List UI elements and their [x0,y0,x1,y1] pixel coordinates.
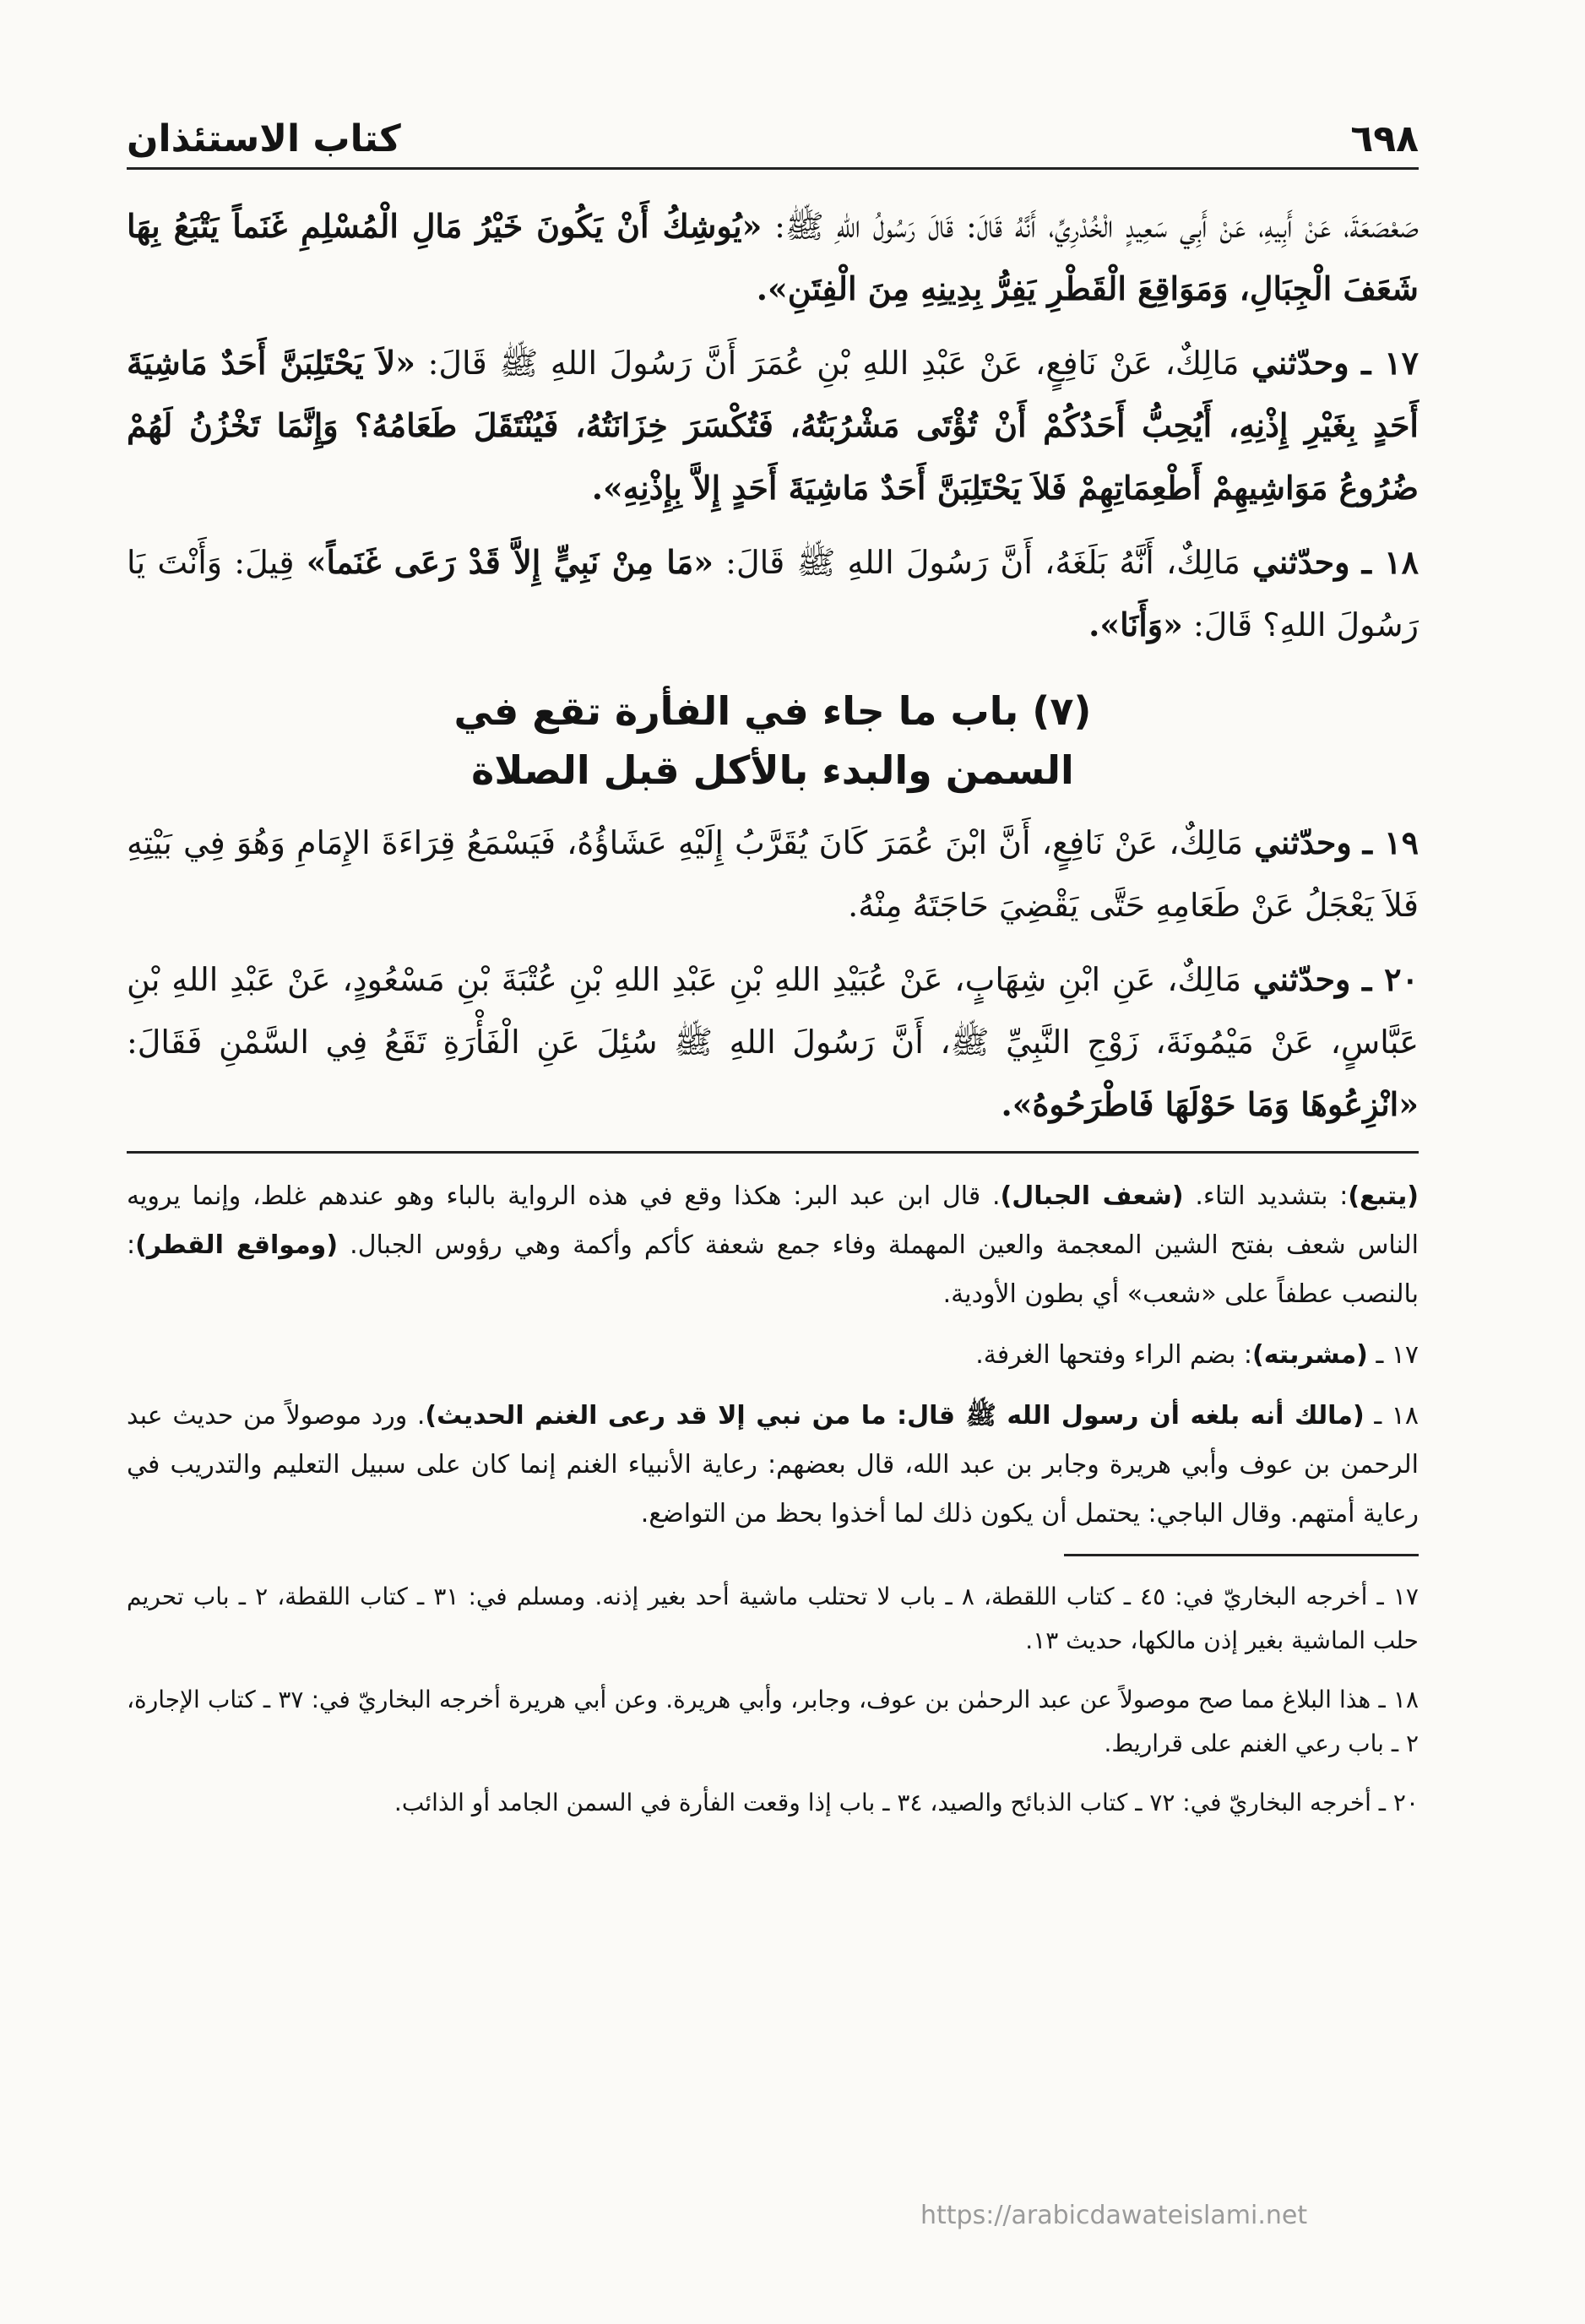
commentary-term: (ومواقع القطر) [135,1230,339,1260]
commentary-divider [127,1151,1419,1154]
commentary-18 [127,1392,1419,1539]
hadith-number: ٢٠ ـ [1362,960,1419,998]
hadith-lead: وحدّثني [1251,344,1349,382]
hadith-quote-2: «وَأَنَا». [1088,605,1183,643]
commentary-17 [127,1331,1419,1380]
chapter-heading-line-1: (٧) باب ما جاء في الفأرة تقع في [453,688,1092,734]
hadith-text: مَالِكٌ، عَنْ نَافِعٍ، عَنْ عَبْدِ اللهِ بْنِ عُمَرَ أَنَّ رَسُولَ اللهِ ﷺ قَالَ: [415,345,1252,382]
commentary-text: : بالنصب عطفاً على «شعب» أي بطون الأودية. [127,1230,1419,1309]
commentary-16 [127,1172,1419,1319]
hadith-number: ١٨ ـ [1361,543,1419,581]
hadith-quote: «يُوشِكُ أَنْ يَكُونَ خَيْرُ مَالِ الْمُسْلِمِ غَنَماً يَتْبَعُ بِهَا شَعَفَ الْجِبَالِ، وَمَوَاقِعَ الْقَطْرِ يَفِرُّ بِدِينِهِ مِنَ الْفِتَنِ». [127,207,1419,307]
hadith-lead: وحدّثني [1252,543,1350,581]
footnote-18: ١٨ ـ هذا البلاغ مما صح موصولاً عن عبد الرحمٰن بن عوف، وجابر، وأبي هريرة. وعن أبي هريرة أخرجه البخاريّ في: ٣٧ ـ كتاب الإجارة، ٢ ـ باب رعي الغنم على قراريط. [127,1686,1419,1757]
commentary-text: : بضم الراء وفتحها الغرفة. [975,1340,1252,1370]
book-title: كتاب الاستئذان [127,117,401,160]
commentary-term: (مشربته) [1252,1340,1368,1370]
hadith-text: مَالِكٌ، أَنَّهُ بَلَغَهُ، أَنَّ رَسُولَ اللهِ ﷺ قَالَ: [713,544,1253,581]
commentary-term: (شعف الجبال) [1000,1181,1184,1211]
commentary-number: ١٧ ـ [1376,1340,1419,1370]
commentary-term: (يتبع) [1348,1181,1419,1211]
hadith-lead: وحدّثني [1254,823,1352,861]
commentary-section [127,1172,1419,1539]
hadith-text-2: قِيلَ: وَأَنْتَ يَا رَسُولَ اللهِ؟ قَالَ: [127,544,1419,643]
footnote-17: ١٧ ـ أخرجه البخاريّ في: ٤٥ ـ كتاب اللقطة، ٨ ـ باب لا تحتلب ماشية أحد بغير إذنه. ومسلم في: ٣١ ـ كتاب اللقطة، ٢ ـ باب تحريم حلب الماشية بغير إذن مالكها، حديث ١٣. [127,1583,1419,1654]
hadith-number: ١٧ ـ [1361,344,1419,382]
hadith-19 [127,812,1419,937]
commentary-term: (مالك أنه بلغه أن رسول الله ﷺ قال: ما من نبي إلا قد رعى الغنم الحديث) [425,1401,1365,1431]
hadith-lead: وحدّثني [1252,960,1351,998]
watermark-url: https://arabicdawateislami.net [920,2201,1308,2230]
page-number: ٦٩٨ [1350,117,1419,160]
hadith-18 [127,531,1419,656]
hadith-text: مَالِكٌ، عَنْ نَافِعٍ، أَنَّ ابْنَ عُمَرَ كَانَ يُقَرَّبُ إِلَيْهِ عَشَاؤُهُ، فَيَسْمَعُ قِرَاءَةَ الإِمَامِ وَهُوَ فِي بَيْتِهِ فَلاَ يَعْجَلُ عَنْ طَعَامِهِ حَتَّى يَقْضِيَ حَاجَتَهُ مِنْهُ. [127,824,1419,924]
hadith-number: ١٩ ـ [1362,823,1419,861]
chapter-heading-line-2: السمن والبدء بالأكل قبل الصلاة [471,747,1074,793]
hadith-16 [127,195,1419,320]
hadith-20 [127,948,1419,1136]
commentary-text: : بتشديد التاء. [1183,1181,1349,1211]
hadith-17 [127,332,1419,519]
main-text [127,195,1419,1136]
footnote-divider [1064,1554,1419,1556]
book-page [127,101,1419,1840]
footnote-20: ٢٠ ـ أخرجه البخاريّ في: ٧٢ ـ كتاب الذبائح والصيد، ٣٤ ـ باب إذا وقعت الفأرة في السمن الجامد أو الذائب. [394,1789,1419,1816]
hadith-text: صَعْصَعَةَ، عَنْ أَبِيهِ، عَنْ أَبِي سَعِيدٍ الْخُدْرِيِّ، أَنَّهُ قَالَ: قَالَ رَسُولُ اللهِ ﷺ: [762,208,1419,245]
footnotes-section [127,1575,1419,1825]
hadith-quote: «لاَ يَحْتَلِبَنَّ أَحَدٌ مَاشِيَةَ أَحَدٍ بِغَيْرِ إِذْنِهِ، أَيُحِبُّ أَحَدُكُمْ أَنْ تُؤْتَى مَشْرُبَتُهُ، فَتُكْسَرَ خِزَانَتُهُ، فَيُنْتَقَلَ طَعَامُهُ؟ وَإِنَّمَا تَخْزُنُ لَهُمْ ضُرُوعُ مَوَاشِيهِمْ أَطْعِمَاتِهِمْ فَلاَ يَحْتَلِبَنَّ أَحَدٌ مَاشِيَةَ أَحَدٍ إِلاَّ بِإِذْنِهِ». [127,344,1419,507]
hadith-quote: «انْزِعُوهَا وَمَا حَوْلَهَا فَاطْرَحُوهُ». [1001,1085,1419,1123]
page-header [127,101,1419,170]
commentary-number: ١٨ ـ [1374,1401,1419,1431]
hadith-text: مَالِكٌ، عَنِ ابْنِ شِهَابٍ، عَنْ عُبَيْدِ اللهِ بْنِ عَبْدِ اللهِ بْنِ عُتْبَةَ بْنِ مَسْعُودٍ، عَنْ عَبْدِ اللهِ بْنِ عَبَّاسٍ، عَنْ مَيْمُونَةَ، زَوْجِ النَّبِيِّ ﷺ، أَنَّ رَسُولَ اللهِ ﷺ سُئِلَ عَنِ الْفَأْرَةِ تَقَعُ فِي السَّمْنِ فَقَالَ: [127,961,1419,1061]
commentary-text: . ورد موصولاً من حديث عبد الرحمن بن عوف وأبي هريرة وجابر بن عبد الله، قال بعضهم: رعاية الأنبياء الغنم إنما كان على سبيل التعليم والتدريب في رعاية أمتهم. وقال الباجي: يحتمل أن يكون ذلك لما أخذوا بحظ من التواضع. [127,1401,1419,1529]
commentary-text: . قال ابن عبد البر: هكذا وقع في هذه الرواية بالباء وهو عندهم غلط، وإنما يرويه الناس شعف بفتح الشين المعجمة والعين المهملة وفاء جمع شعفة كأكم وأكمة وهي رؤوس الجبال. [127,1181,1419,1260]
chapter-heading [127,681,1419,800]
hadith-quote: «مَا مِنْ نَبِيٍّ إِلاَّ قَدْ رَعَى غَنَماً» [306,543,714,581]
